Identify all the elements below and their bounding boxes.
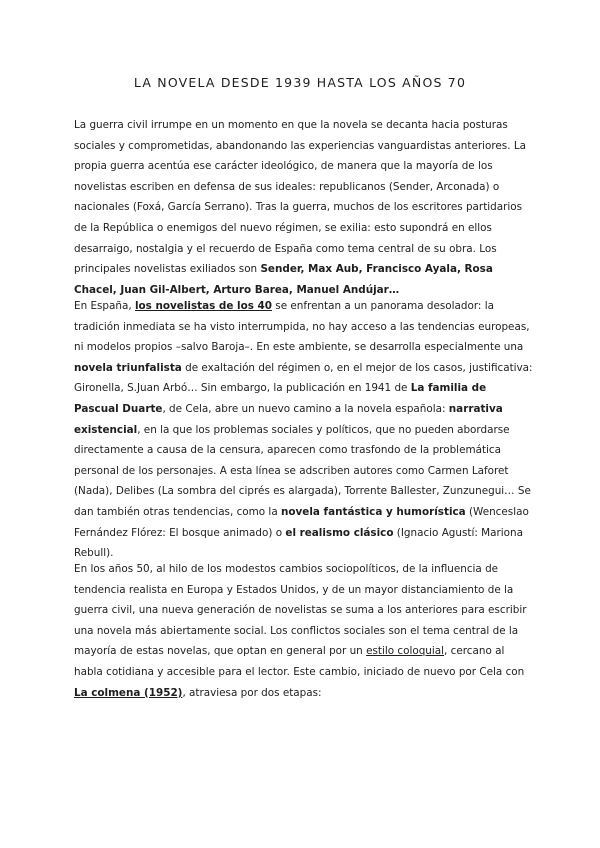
paragraph-novelists-40s — [74, 296, 534, 564]
novelists-40s-term: los novelistas de los 40 — [134, 300, 272, 312]
paragraph-text: se enfrentan a un panorama desolador: la tradición inmediata se ha visto interrumpida, no hay acceso a las tendencias europeas, ni modelos propios –salvo Baroja–. En este ambiente, se desarrolla especialmente una — [74, 300, 530, 354]
paragraph-text: La guerra civil irrumpe en un momento en que la novela se decanta hacia posturas sociales y comprometidas, abandonando las experiencias vanguardistas anteriores. La propia guerra acentúa ese carácter ideológico, de manera que la mayoría de los novelistas escriben en defensa de sus ideales: republicanos (Sender, Arconada) o nacionales (Foxá, García Serrano). Tras la guerra, muchos de los escritores partidarios de la República o enemigos del nuevo régimen, se exilia: esto supondrá en ellos desarraigo, nostalgia y el recuerdo de España como tema central de su obra. Los principales novelistas exiliados son — [74, 119, 526, 276]
fantastic-humorous-term: novela fantástica y humorística — [281, 505, 466, 518]
paragraph-text: , cercano al habla cotidiana y accesible para el lector. Este cambio, iniciado de nuevo por Cela con — [74, 645, 525, 678]
existential-narrative-term: narrativa existencial — [74, 402, 503, 436]
paragraph-text: (Wenceslao Fernández Flórez: El bosque animado) o — [74, 505, 529, 539]
colloquial-style-term: estilo coloquial — [366, 645, 445, 658]
paragraph-text: En los años 50, al hilo de los modestos cambios sociopolíticos, de la influencia de tendencia realista en Europa y Estados Unidos, y de un mayor distanciamiento de la guerra civil, una nueva generación de novelistas se suma a los anteriores para escribir una novela más abiertamente social. Los conflictos sociales son el tema central de la mayoría de estas novelas, que optan en general por un — [74, 563, 527, 658]
classic-realism-term: el realismo clásico — [285, 526, 394, 539]
paragraph-civil-war — [74, 115, 534, 300]
paragraph-text: En España, — [74, 300, 135, 312]
triumphalist-novel-term: novela triunfalista — [74, 361, 182, 374]
paragraph-novelists-50s — [74, 559, 534, 703]
la-colmena-title: La colmena (1952) — [74, 686, 183, 699]
pascual-duarte-title: La familia de Pascual Duarte — [74, 382, 487, 415]
paragraph-text: (Ignacio Agustí: Mariona Rebull). — [74, 526, 523, 560]
exiled-novelists-list: Sender, Max Aub, Francisco Ayala, Rosa Chacel, Juan Gil-Albert, Arturo Barea, Manuel Andújar… — [74, 263, 493, 296]
paragraph-text: , de Cela, abre un nuevo camino a la novela española: — [162, 402, 449, 415]
paragraph-text: de exaltación del régimen o, en el mejor de los casos, justificativa: Gironella, S.Juan Arbó… Sin embargo, la publicación en 1941 de — [74, 361, 533, 395]
paragraph-text: , en la que los problemas sociales y políticos, que no pueden abordarse directamente a causa de la censura, aparecen como trasfondo de la problemática personal de los personajes. A esta línea se adscriben autores como Carmen Laforet (Nada), Delibes (La sombra del ciprés es alargada), Torrente Ballester, Zunzunegui… Se dan también otras tendencias, como la — [74, 423, 531, 518]
paragraph-text: , atraviesa por dos etapas: — [182, 686, 322, 699]
document-title: LA NOVELA DESDE 1939 HASTA LOS AÑOS 70 — [133, 75, 467, 90]
